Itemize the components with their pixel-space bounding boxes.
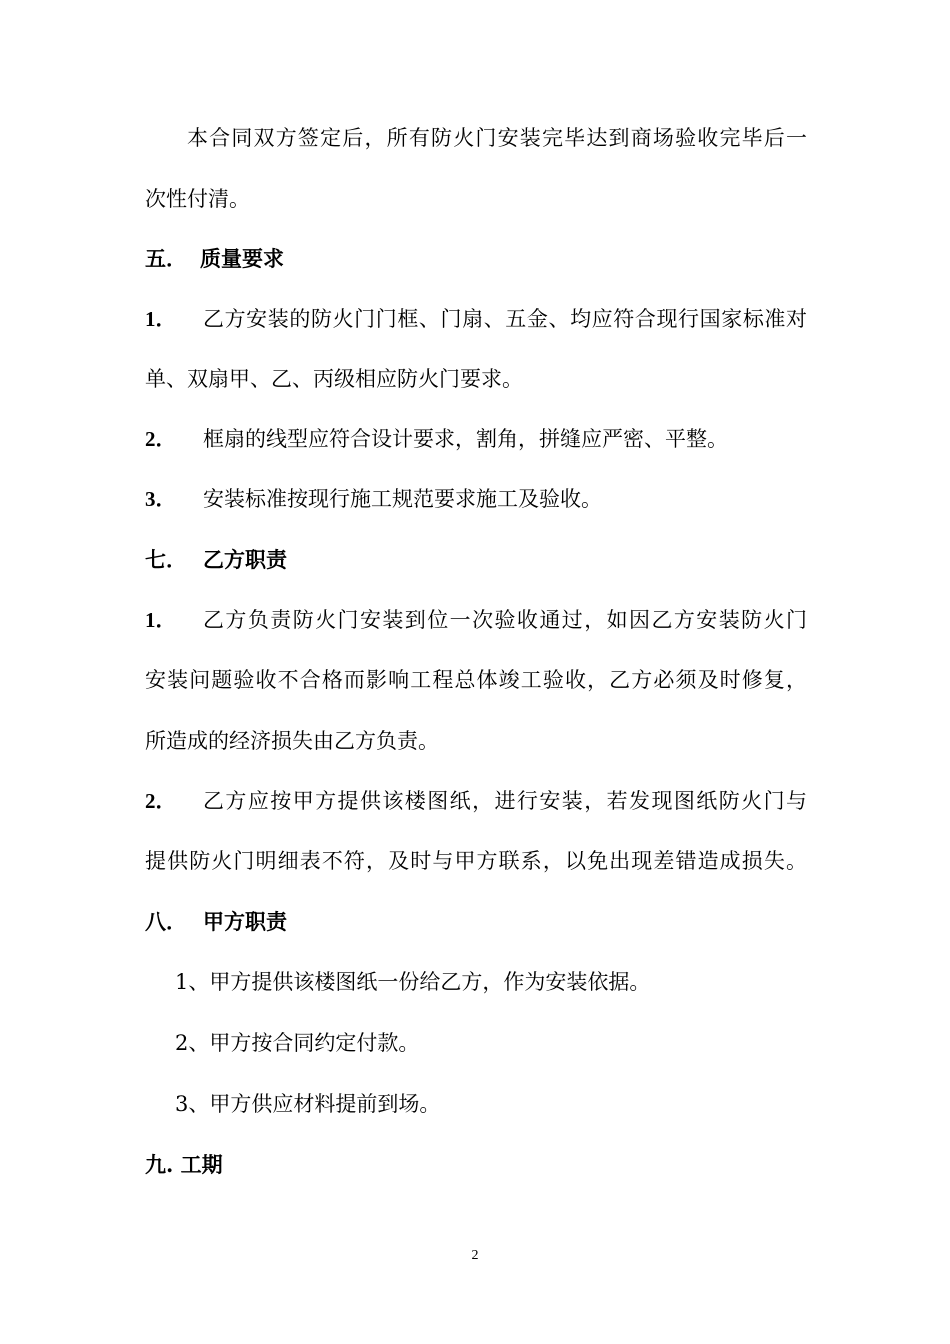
section-5-item-1-line-2: 单、双扇甲、乙、丙级相应防火门要求。: [145, 367, 523, 391]
section-7-item-2-line-1: 乙方应按甲方提供该楼图纸，进行安装，若发现图纸防火门与: [203, 789, 807, 813]
section-8-item-2: 2、甲方按合同约定付款。: [175, 1031, 420, 1055]
section-8-item-3: 3、甲方供应材料提前到场。: [175, 1092, 441, 1116]
section-5-item-2-line-1: 框扇的线型应符合设计要求，割角，拼缝应严密、平整。: [203, 427, 728, 451]
section-8-item-1: 1、甲方提供该楼图纸一份给乙方，作为安装依据。: [175, 970, 651, 994]
section-7-item-1-line-2: 安装问题验收不合格而影响工程总体竣工验收，乙方必须及时修复，: [145, 668, 807, 692]
section-7-item-2-number: 2．: [145, 789, 177, 813]
section-5-item-3-number: 3．: [145, 487, 177, 511]
section-7-item-1-line-3: 所造成的经济损失由乙方负责。: [145, 729, 439, 753]
page-number: 2: [471, 1248, 479, 1263]
section-9-title: 九. 工期: [145, 1152, 223, 1177]
section-8-number: 八．: [145, 909, 187, 934]
section-7-item-1-line-1: 乙方负责防火门安装到位一次验收通过，如因乙方安装防火门: [203, 608, 807, 632]
section-7-item-1-number: 1．: [145, 608, 177, 632]
section-5-item-3-line-1: 安装标准按现行施工规范要求施工及验收。: [203, 487, 602, 511]
payment-line-2: 次性付清。: [145, 187, 250, 211]
section-5-number: 五．: [145, 246, 187, 271]
section-8-title: 甲方职责: [203, 909, 287, 934]
section-5-title: 质量要求: [200, 246, 284, 271]
section-7-number: 七．: [145, 547, 187, 572]
section-5-item-1-number: 1．: [145, 307, 177, 331]
section-7-item-2-line-2: 提供防火门明细表不符，及时与甲方联系，以免出现差错造成损失。: [145, 849, 807, 873]
payment-line-1: 本合同双方签定后，所有防火门安装完毕达到商场验收完毕后一: [187, 126, 807, 150]
section-5-item-1-line-1: 乙方安装的防火门门框、门扇、五金、均应符合现行国家标准对: [203, 307, 807, 331]
section-5-item-2-number: 2．: [145, 427, 177, 451]
section-7-title: 乙方职责: [203, 547, 287, 572]
